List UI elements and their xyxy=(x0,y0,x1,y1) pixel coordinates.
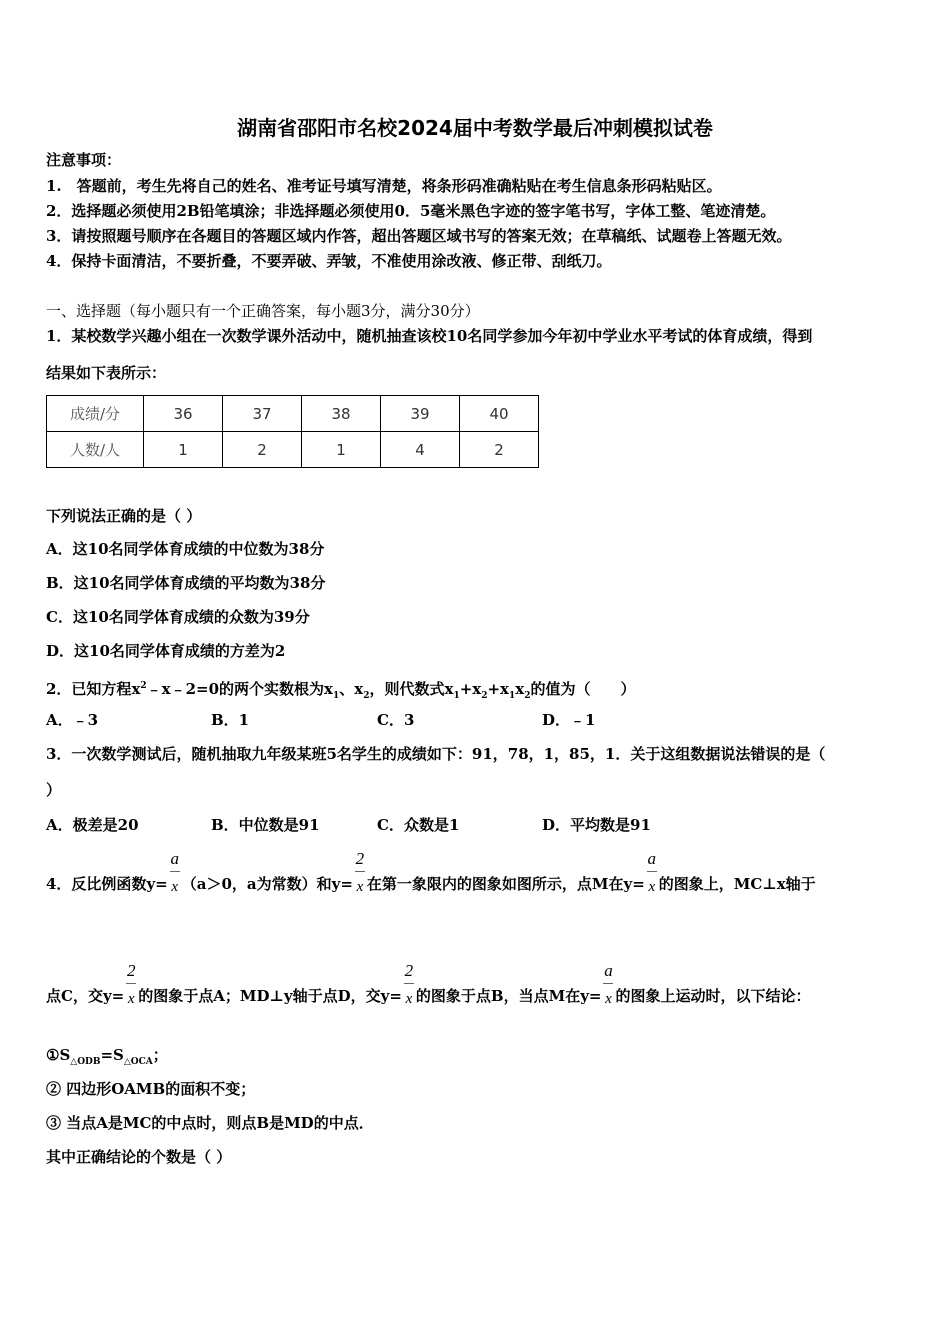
text: 1 xyxy=(509,691,516,701)
table-row xyxy=(47,396,539,432)
q2-option-c: C．3 xyxy=(377,711,415,729)
table-cell: 36 xyxy=(144,396,223,432)
text: △OCA xyxy=(123,1057,153,1067)
table-cell: 40 xyxy=(460,396,539,432)
q2-stem xyxy=(46,676,636,706)
denominator: x xyxy=(171,879,179,895)
text: ﹣x﹣2=0的两个实数根为x xyxy=(146,680,333,698)
text: 在第一象限内的图象如图所示，点M在y= xyxy=(366,875,645,893)
fraction-bar xyxy=(404,983,414,984)
text: △ODB xyxy=(70,1057,101,1067)
table-cell: 1 xyxy=(302,432,381,468)
notice-item: 1. 答题前，考生先将自己的姓名、准考证号填写清楚，将条形码准确粘贴在考生信息条形码粘贴区。 xyxy=(46,177,722,195)
q2-option-b: B．1 xyxy=(211,711,250,729)
fraction-a-over-x xyxy=(601,961,615,1007)
text: 1 xyxy=(453,691,460,701)
q1-option-b: B．这10名同学体育成绩的平均数为38分 xyxy=(46,574,326,592)
fraction-bar xyxy=(647,871,657,872)
q1-option-c: C．这10名同学体育成绩的众数为39分 xyxy=(46,608,310,626)
notice-item: 2．选择题必须使用2B铅笔填涂；非选择题必须使用0．5毫米黑色字迹的签字笔书写，字体工整、笔迹清楚。 xyxy=(46,202,776,220)
text: 的值为（ ） xyxy=(530,680,636,698)
denominator: x xyxy=(356,879,364,895)
fraction-a-over-x xyxy=(168,849,182,895)
text: =S xyxy=(100,1046,124,1064)
q4-stem xyxy=(46,849,816,895)
text: 2．已知方程x xyxy=(46,680,141,698)
text: 4．反比例函数y= xyxy=(46,875,168,893)
q3-option-c: C．众数是1 xyxy=(377,816,460,834)
q3-option-d: D．平均数是91 xyxy=(542,816,651,834)
fraction-a-over-x xyxy=(645,849,659,895)
text: 的图象上，MC⊥x轴于 xyxy=(658,875,816,893)
table-cell: 1 xyxy=(144,432,223,468)
numerator: a xyxy=(647,849,657,868)
text: 2 xyxy=(363,691,370,701)
text: ①S xyxy=(46,1046,71,1064)
text: x xyxy=(515,680,525,698)
table-cell: 2 xyxy=(223,432,302,468)
q1-stem-cont: 结果如下表所示： xyxy=(46,364,167,382)
q1-option-a: A．这10名同学体育成绩的中位数为38分 xyxy=(46,540,325,558)
table-cell: 2 xyxy=(460,432,539,468)
notice-heading: 注意事项： xyxy=(46,151,122,169)
text: ，则代数式x xyxy=(369,680,454,698)
table-cell: 39 xyxy=(381,396,460,432)
q4-question: 其中正确结论的个数是（ ） xyxy=(46,1148,232,1166)
table-cell: 成绩/分 xyxy=(47,396,144,432)
text: 1 xyxy=(333,691,340,701)
q3-stem: 3．一次数学测试后，随机抽取九年级某班5名学生的成绩如下：91，78，1，85，1．关于这组数据说法错误的是（ xyxy=(46,745,826,763)
fraction-bar xyxy=(603,983,613,984)
table-row xyxy=(47,432,539,468)
q4-conclusion-2: ② 四边形OAMB的面积不变； xyxy=(46,1080,256,1098)
q3-stem-close: ） xyxy=(46,781,62,799)
table-cell: 38 xyxy=(302,396,381,432)
fraction-bar xyxy=(355,871,365,872)
q2-option-d: D．﹣1 xyxy=(542,711,596,729)
fraction-2-over-x xyxy=(353,849,367,895)
numerator: 2 xyxy=(355,849,365,868)
q4-conclusion-3: ③ 当点A是MC的中点时，则点B是MD的中点． xyxy=(46,1114,374,1132)
denominator: x xyxy=(405,991,413,1007)
numerator: a xyxy=(604,961,613,980)
q4-stem-cont xyxy=(46,961,811,1007)
notice-item: 4．保持卡面清洁，不要折叠，不要弄破、弄皱，不准使用涂改液、修正带、刮纸刀。 xyxy=(46,252,612,270)
page-title: 湖南省邵阳市名校2024届中考数学最后冲刺模拟试卷 xyxy=(237,116,713,140)
q1-stem: 1．某校数学兴趣小组在一次数学课外活动中，随机抽查该校10名同学参加今年初中学业水平考试的体育成绩，得到 xyxy=(46,327,813,345)
score-table xyxy=(46,395,539,468)
text: 的图象上运动时，以下结论： xyxy=(615,987,811,1005)
denominator: x xyxy=(127,991,135,1007)
text: 2 xyxy=(481,691,488,701)
text: 、x xyxy=(339,680,364,698)
table-cell: 人数/人 xyxy=(47,432,144,468)
text: 2 xyxy=(140,681,147,691)
numerator: 2 xyxy=(126,961,136,980)
q3-option-a: A．极差是20 xyxy=(46,816,139,834)
table-cell: 37 xyxy=(223,396,302,432)
numerator: 2 xyxy=(404,961,414,980)
text: 2 xyxy=(524,691,531,701)
q1-option-d: D．这10名同学体育成绩的方差为2 xyxy=(46,642,286,660)
denominator: x xyxy=(648,879,656,895)
fraction-bar xyxy=(126,983,136,984)
q1-question: 下列说法正确的是（ ） xyxy=(46,507,202,525)
text: +x xyxy=(459,680,482,698)
table-cell: 4 xyxy=(381,432,460,468)
text: 的图象于点A；MD⊥y轴于点D，交y= xyxy=(138,987,402,1005)
text: 的图象于点B，当点M在y= xyxy=(415,987,602,1005)
text: （a＞0，a为常数）和y= xyxy=(181,875,353,893)
numerator: a xyxy=(170,849,179,868)
q3-option-b: B．中位数是91 xyxy=(211,816,320,834)
fraction-bar xyxy=(170,871,180,872)
text: +x xyxy=(487,680,509,698)
fraction-2-over-x xyxy=(124,961,138,1007)
fraction-2-over-x xyxy=(402,961,416,1007)
q4-conclusion-1 xyxy=(46,1045,168,1072)
q2-option-a: A．﹣3 xyxy=(46,711,99,729)
section-heading: 一、选择题（每小题只有一个正确答案，每小题3分，满分30分） xyxy=(46,302,480,320)
text: 点C，交y= xyxy=(46,987,125,1005)
notice-item: 3．请按照题号顺序在各题目的答题区域内作答，超出答题区域书写的答案无效；在草稿纸、试题卷上答题无效。 xyxy=(46,227,792,245)
denominator: x xyxy=(605,991,612,1007)
text: ； xyxy=(152,1046,168,1064)
